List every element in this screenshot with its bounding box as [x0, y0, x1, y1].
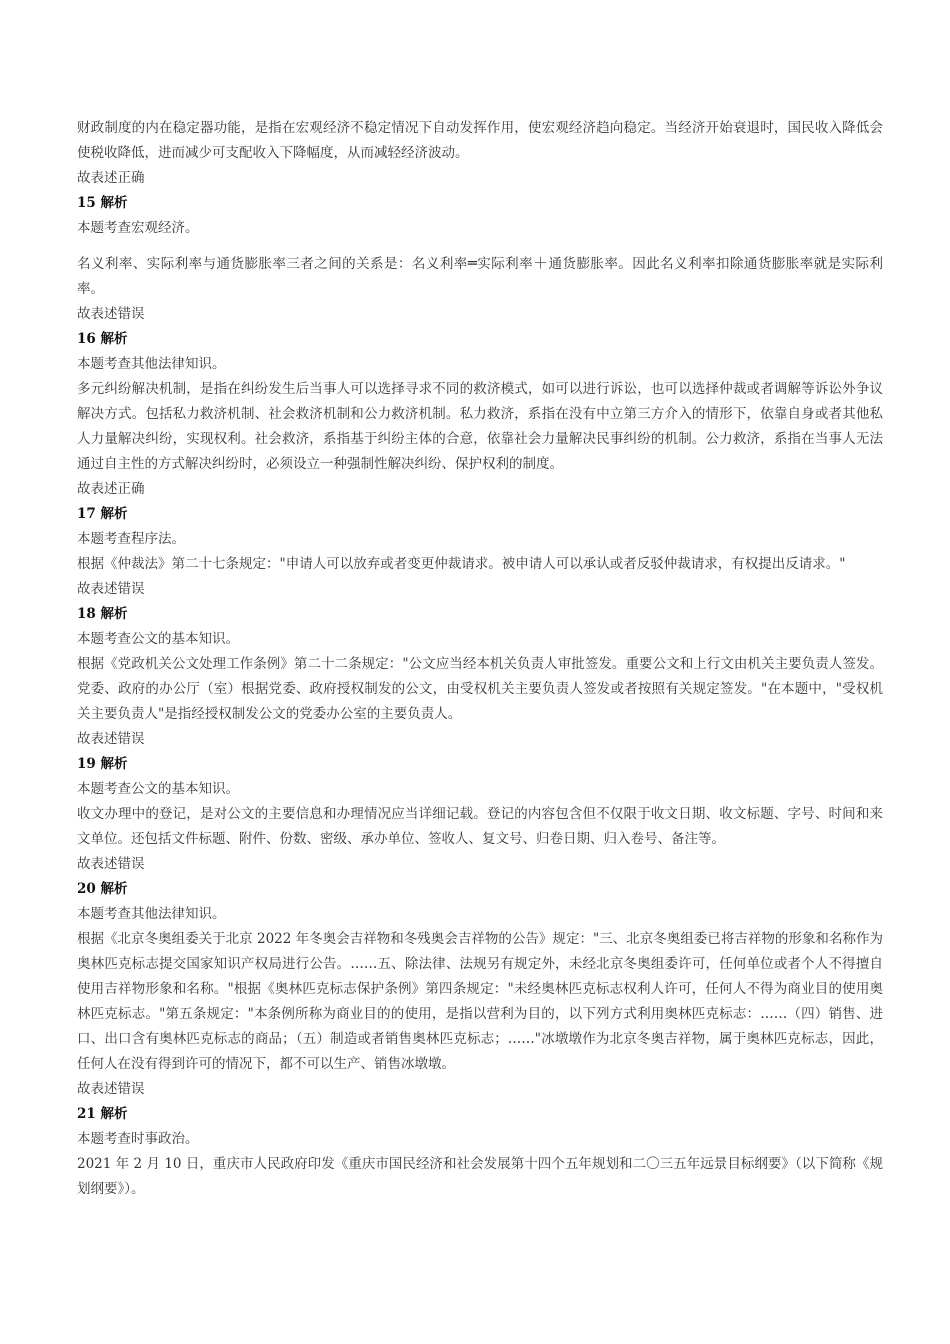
paragraph: 本题考查时事政治。 [77, 1131, 199, 1147]
paragraph: 本题考查其他法律知识。 [77, 906, 226, 922]
spacer [77, 241, 883, 251]
paragraph: 根据《党政机关公文处理工作条例》第二十二条规定："公文应当经本机关负责人审批签发。重要公文和上行文由机关主要负责人签发。党委、政府的办公厅（室）根据党委、政府授权制发的公文，由受权机关主要负责人签发或者按照有关规定签发。"在本题中，"受权机关主要负责人"是指经授权制发公文的党委办公室的主要负责人。 [77, 656, 883, 722]
paragraph: 根据《仲裁法》第二十七条规定："申请人可以放弃或者变更仲裁请求。被申请人可以承认或者反驳仲裁请求，有权提出反请求。" [77, 556, 846, 572]
formula-text: 实际利率 [476, 256, 534, 272]
paragraph: 本题考查公文的基本知识。 [77, 781, 239, 797]
paragraph: 故表述错误 [77, 306, 145, 322]
formula-paragraph [77, 251, 883, 302]
paragraph: 收文办理中的登记，是对公文的主要信息和办理情况应当详细记载。登记的内容包含但不仅限于收文日期、收文标题、字号、时间和来文单位。还包括文件标题、附件、份数、密级、承办单位、签收人、复文号、归卷日期、归入卷号、备注等。 [77, 806, 883, 847]
paragraph: 故表述错误 [77, 731, 145, 747]
paragraph: 故表述正确 [77, 481, 145, 497]
document-body [77, 116, 883, 1202]
paragraph: 根据《北京冬奥组委关于北京 2022 年冬奥会吉祥物和冬残奥会吉祥物的公告》规定："三、北京冬奥组委已将吉祥物的形象和名称作为奥林匹克标志提交国家知识产权局进行公告。……五、除法律、法规另有规定外，未经北京冬奥组委许可，任何单位或者个人不得擅自使用吉祥物形象和名称。"根据《奥林匹克标志保护条例》第四条规定："未经奥林匹克标志权利人许可，任何人不得为商业目的使用奥林匹克标志。"第五条规定："本条例所称为商业目的的使用，是指以营利为目的，以下列方式利用奥林匹克标志：……（四）销售、进口、出口含有奥林匹克标志的商品；（五）制造或者销售奥林匹克标志；……"冰墩墩作为北京冬奥吉祥物，属于奥林匹克标志，因此，任何人在没有得到许可的情况下，都不可以生产、销售冰墩墩。 [77, 931, 883, 1072]
section-heading: 18 解析 [77, 606, 128, 622]
section-heading: 19 解析 [77, 756, 128, 772]
paragraph: 故表述正确 [77, 170, 145, 186]
paragraph: 财政制度的内在稳定器功能，是指在宏观经济不稳定情况下自动发挥作用，使宏观经济趋向稳定。当经济开始衰退时，国民收入降低会使税收降低，进而减少可支配收入下降幅度，从而减轻经济波动。 [77, 120, 883, 161]
plus-sign: ＋ [533, 254, 549, 272]
section-heading: 15 解析 [77, 195, 128, 211]
equals-sign: ═ [467, 254, 477, 272]
paragraph: 故表述错误 [77, 581, 145, 597]
paragraph: 本题考查程序法。 [77, 531, 185, 547]
paragraph: 本题考查其他法律知识。 [77, 356, 226, 372]
paragraph: 本题考查公文的基本知识。 [77, 631, 239, 647]
section-heading: 17 解析 [77, 506, 128, 522]
formula-text: 名义利率、实际利率与通货膨胀率三者之间的关系是：名义利率 [77, 256, 468, 272]
section-heading: 16 解析 [77, 331, 128, 347]
paragraph: 本题考查宏观经济。 [77, 220, 199, 236]
paragraph: 多元纠纷解决机制，是指在纠纷发生后当事人可以选择寻求不同的救济模式，如可以进行诉讼，也可以选择仲裁或者调解等诉讼外争议解决方式。包括私力救济机制、社会救济机制和公力救济机制。私力救济，系指在没有中立第三方介入的情形下，依靠自身或者其他私人力量解决纠纷，实现权利。社会救济，系指基于纠纷主体的合意，依靠社会力量解决民事纠纷的机制。公力救济，系指在当事人无法通过自主性的方式解决纠纷时，必须设立一种强制性解决纠纷、保护权利的制度。 [77, 381, 883, 472]
paragraph: 2021 年 2 月 10 日，重庆市人民政府印发《重庆市国民经济和社会发展第十四个五年规划和二〇三五年远景目标纲要》（以下简称《规划纲要》）。 [77, 1156, 883, 1197]
section-heading: 21 解析 [77, 1106, 128, 1122]
paragraph: 故表述错误 [77, 1081, 145, 1097]
paragraph: 故表述错误 [77, 856, 145, 872]
formula-text: 通货膨胀率。因此名义利率扣除通货膨胀率就是实际利率。 [77, 256, 884, 297]
section-heading: 20 解析 [77, 881, 128, 897]
